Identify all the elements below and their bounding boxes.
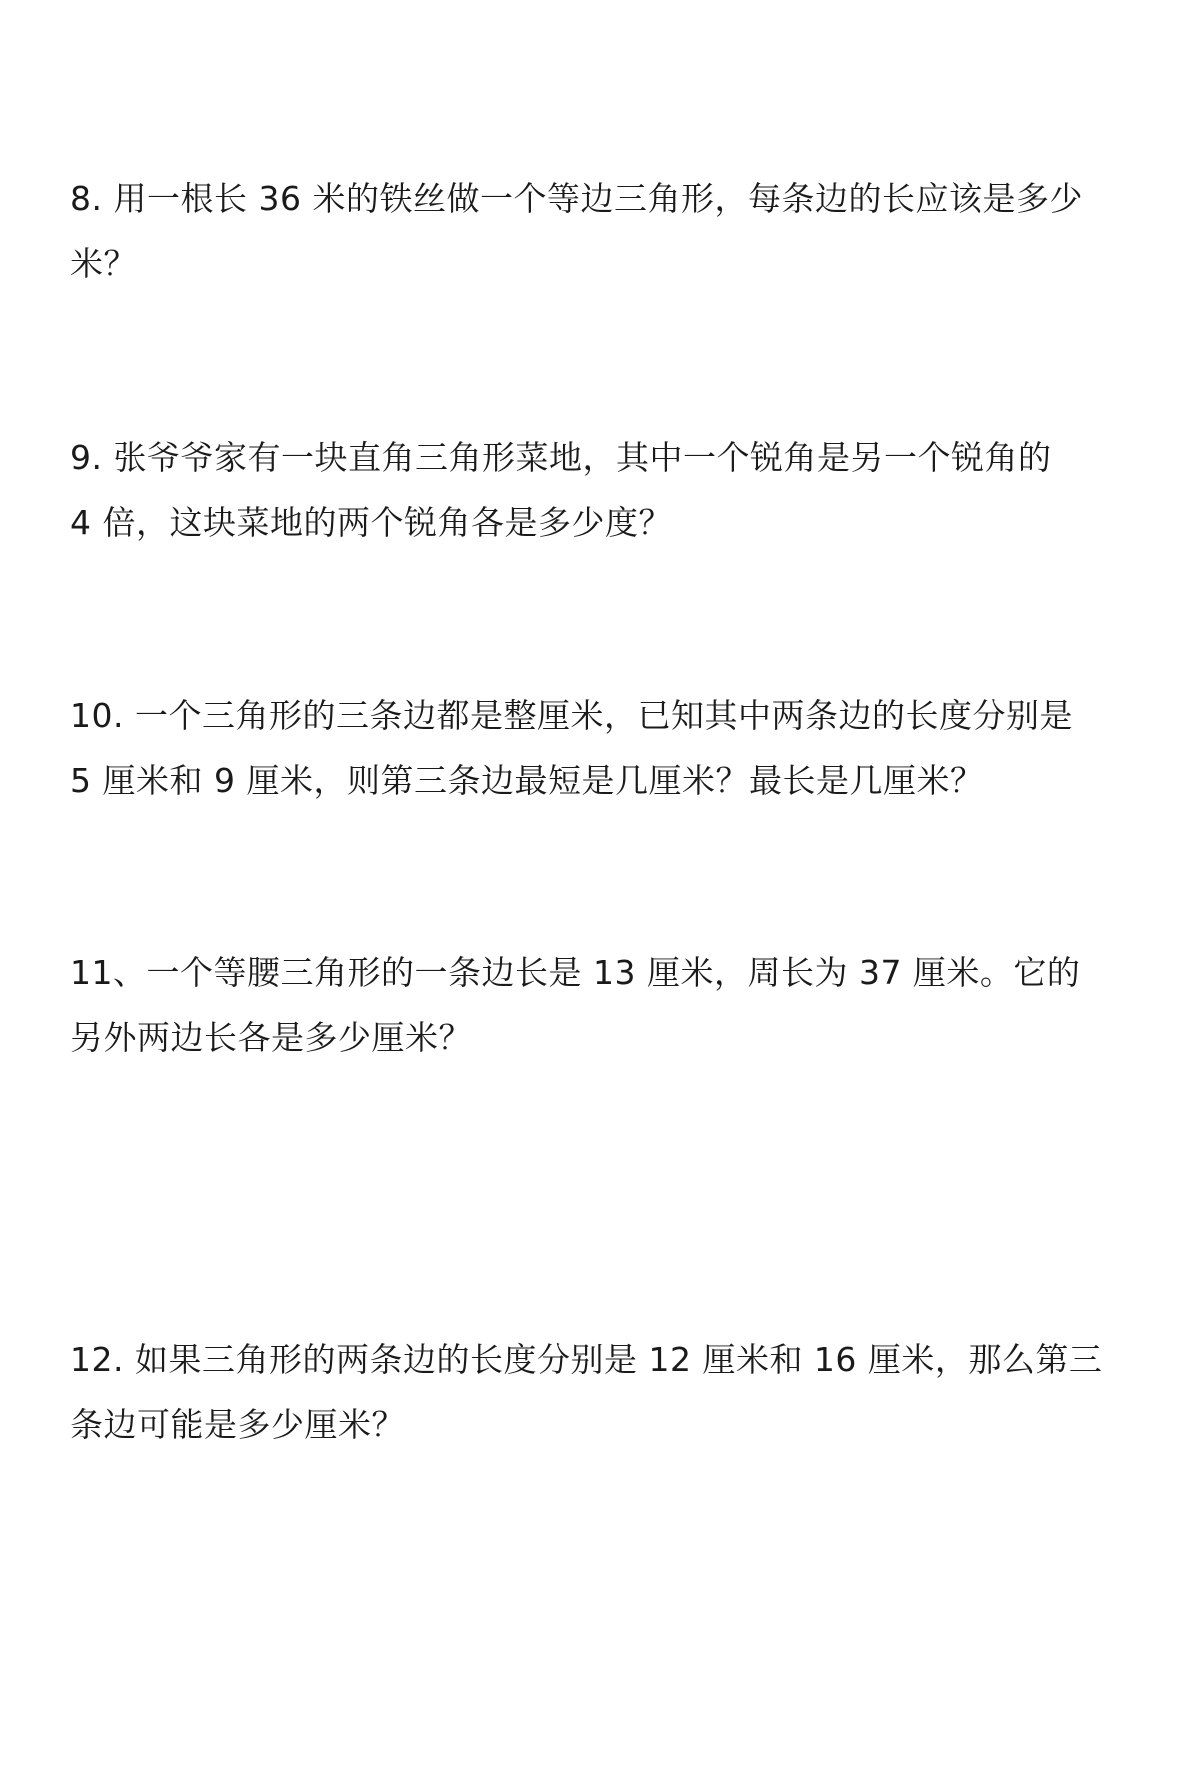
question-12 [70, 1327, 1120, 1457]
question-text-line: 另外两边长各是多少厘米？ [70, 1018, 472, 1057]
question-11 [70, 940, 1120, 1070]
question-text-line: 5 厘米和 9 厘米，则第三条边最短是几厘米？最长是几厘米？ [70, 761, 984, 800]
question-text-line: 条边可能是多少厘米？ [70, 1405, 405, 1444]
question-10 [70, 683, 1120, 813]
question-text-line: 11、一个等腰三角形的一条边长是 13 厘米，周长为 37 厘米。它的 [70, 953, 1081, 992]
question-9 [70, 425, 1120, 555]
question-text-line: 12. 如果三角形的两条边的长度分别是 12 厘米和 16 厘米，那么第三 [70, 1340, 1103, 1379]
question-text-line: 8. 用一根长 36 米的铁丝做一个等边三角形，每条边的长应该是多少 [70, 179, 1083, 218]
question-8 [70, 166, 1120, 296]
question-text-line: 9. 张爷爷家有一块直角三角形菜地，其中一个锐角是另一个锐角的 [70, 438, 1052, 477]
question-text-line: 10. 一个三角形的三条边都是整厘米，已知其中两条边的长度分别是 [70, 696, 1073, 735]
question-text-line: 4 倍，这块菜地的两个锐角各是多少度？ [70, 503, 672, 542]
question-text-line: 米？ [70, 244, 137, 283]
